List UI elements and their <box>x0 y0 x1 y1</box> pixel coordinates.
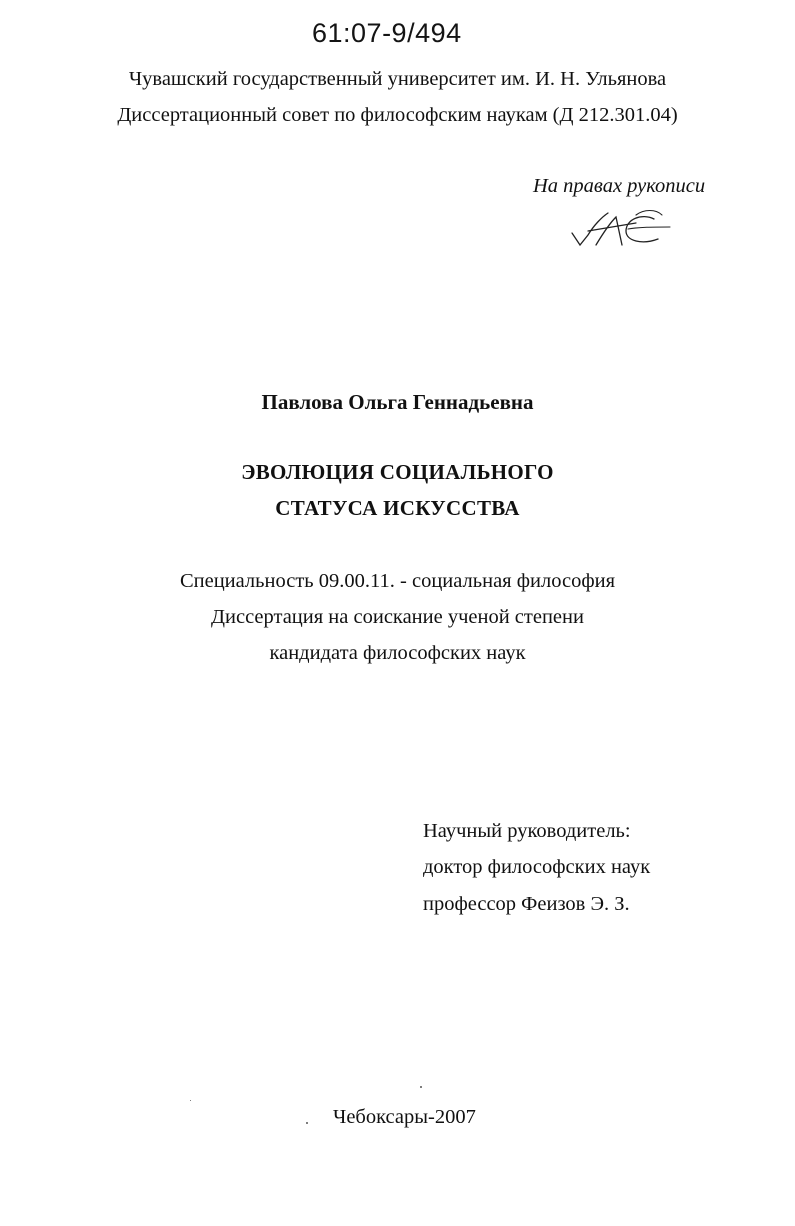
handwritten-signature <box>566 205 676 250</box>
city-year: Чебоксары-2007 <box>333 1106 476 1128</box>
advisor-degree: доктор философских наук <box>423 856 651 878</box>
dissertation-title-line2: СТАТУСА ИСКУССТВА <box>275 496 520 520</box>
manuscript-rights-note: На правах рукописи <box>533 175 706 197</box>
author-name: Павлова Ольга Геннадьевна <box>261 390 534 414</box>
catalog-code: 61:07-9/494 <box>312 18 462 48</box>
scan-speck <box>420 1086 422 1088</box>
advisor-label: Научный руководитель: <box>423 820 631 842</box>
advisor-name: профессор Феизов Э. З. <box>423 893 630 915</box>
dissertation-council: Диссертационный совет по философским наукам (Д 212.301.04) <box>117 104 678 126</box>
degree-line2: кандидата философских наук <box>269 642 526 664</box>
scan-speck <box>190 1100 191 1101</box>
specialty: Специальность 09.00.11. - социальная философия <box>179 570 616 592</box>
scan-speck <box>306 1122 308 1124</box>
degree-line1: Диссертация на соискание ученой степени <box>211 606 584 628</box>
dissertation-title-line1: ЭВОЛЮЦИЯ СОЦИАЛЬНОГО <box>241 460 554 484</box>
institution-name: Чувашский государственный университет им. И. Н. Ульянова <box>128 68 667 90</box>
